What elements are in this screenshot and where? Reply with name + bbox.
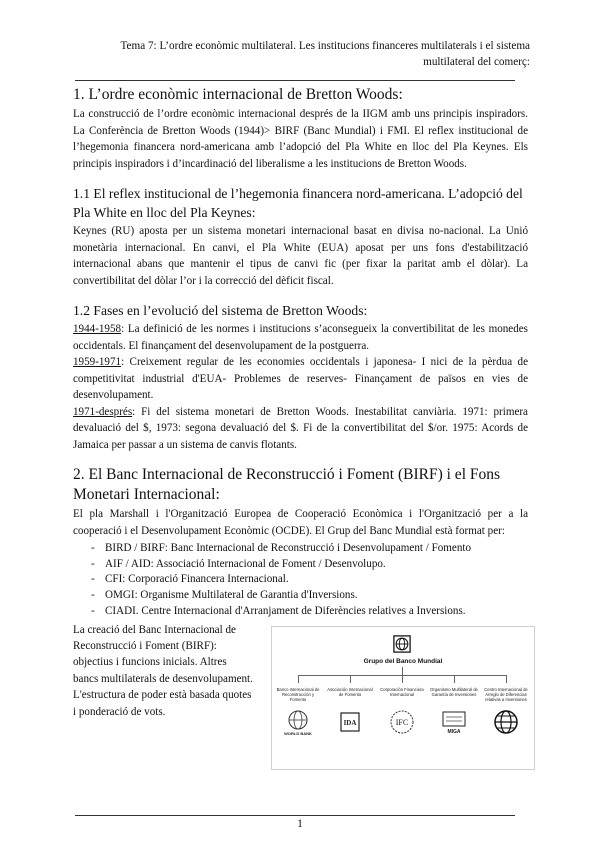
list-item: - CIADI. Centre Internacional d'Arranjament de Diferències relatives a Inversions.	[91, 604, 528, 620]
section-2-intro: El pla Marshall i l'Organització Europea de Cooperació Econòmica i l'Organització per a la cooperació i el Desenvolupament Econòmic (OCDE). El Grup del Banc Mundial està format per:	[73, 508, 528, 537]
ifc-logo-icon	[387, 707, 417, 737]
section-1-1-heading: 1.1 El reflex institucional de l’hegemonia financera nord-americana. L’adopció del Pla White en lloc del Pla Keynes:	[73, 186, 523, 220]
page-number: 1	[297, 818, 303, 830]
icsid-globe-icon	[491, 707, 521, 737]
section-1-1-paragraph: Keynes (RU) aposta per un sistema monetari internacional basat en divisa no-nacional. La Unió monetària internacional. En canvi, el Pla White (EUA) aposat per uns fons d'estabilització internacional abans que mantenir el tipus de canvi fic (per fixar la paritat amb el dòlar). La convertibilitat del dòlar l’or i la correcció del dèficit fiscal.	[73, 225, 528, 287]
phase-period-3: 1971-després	[73, 405, 133, 418]
running-header	[60, 38, 530, 70]
miga-logo-icon	[439, 707, 469, 737]
ida-logo-icon	[335, 707, 365, 737]
org-chart-node-ibrd	[274, 687, 322, 742]
org-chart-connector	[402, 667, 403, 675]
phase-text-3: : Fi del sistema monetari de Bretton Woods. Inestabilitat canviària. 1971: primera devaluació del $, 1973: segona devaluació del $. Fi de la convertibilitat del $/or. 1975: Acords de Jamaica per passar a un sistema de canvis flotants.	[73, 405, 528, 451]
org-chart-node-miga	[430, 687, 478, 742]
section-2-heading: 2. El Banc Internacional de Reconstrucció i Foment (BIRF) i el Fons Monetari Internacional:	[73, 466, 501, 503]
org-chart-connector	[454, 675, 455, 683]
org-chart-connector	[506, 675, 507, 683]
phase-paragraph-1	[73, 321, 528, 354]
document-body	[73, 85, 528, 772]
phase-period-1: 1944-1958	[73, 323, 122, 335]
org-chart-node-label: Organismo Multilateral de Garantía de Inversiones	[430, 686, 478, 697]
phase-period-2: 1959-1971	[73, 356, 122, 368]
org-chart-connector	[298, 675, 299, 683]
running-header-line-2: multilateral del comerç:	[423, 56, 530, 68]
org-chart-node-label: Asociación Internacional de Fomento	[327, 686, 373, 697]
world-bank-globe-icon	[393, 635, 411, 653]
miga-logo-text: MIGA	[447, 728, 461, 735]
bottom-row	[73, 622, 528, 772]
org-chart-title: Grupo del Banco Mundial	[363, 657, 443, 665]
world-bank-group-list	[73, 541, 528, 620]
running-header-line-1: Tema 7: L’ordre econòmic multilateral. Les institucions financeres multilaterals i el sistema	[120, 40, 530, 52]
org-chart-node-ida	[326, 687, 374, 742]
list-item: - OMGI: Organisme Multilateral de Garantia d'Inversions.	[91, 588, 528, 604]
ifc-logo-text: IFC	[395, 717, 409, 727]
phase-paragraph-2	[73, 354, 528, 404]
phase-text-1: : La definició de les normes i institucions s’aconsegueix la convertibilitat de les monedes occidentals. El finançament del desenvolupament de la postguerra.	[73, 323, 528, 352]
footer-rule	[75, 815, 515, 816]
phase-text-2: : Creixement regular de les economies occidentals i japonesa- I nici de la pèrdua de competitivitat industrial d'EUA- Problemes de reserves- Finançament de països en vies de desenvolupament.	[73, 356, 528, 401]
org-chart-connector	[402, 675, 403, 683]
phase-paragraph-3	[73, 404, 528, 454]
org-chart-node-ifc	[378, 687, 426, 742]
header-rule	[75, 80, 515, 81]
org-chart-node-label: Centro Internacional de Arreglo de Diferencias relativas a Inversiones	[484, 686, 528, 702]
org-chart-node-icsid	[482, 687, 530, 742]
section-1-heading: 1. L’ordre econòmic internacional de Bretton Woods:	[73, 86, 403, 103]
list-item: - AIF / AID: Associació Internacional de Foment / Desenvolupo.	[91, 557, 528, 573]
org-chart-node-label: Corporación Financiera Internacional	[380, 686, 424, 697]
ibrd-logo-text: WORLD BANK	[284, 730, 312, 736]
section-1-paragraph: La construcció de l’ordre econòmic internacional després de la IIGM amb uns principis inspiradors. La Conferència de Bretton Woods (1944)> BIRF (Banc Mundial) i FMI. El reflex institucional de l’hegemonia financera nord-americana amb l’adopció del Pla White en lloc del Pla Keynes. Els principis inspiradors i d’incardinació del liberalisme a les institucions de Bretton Woods.	[73, 108, 528, 170]
ida-logo-text: IDA	[343, 718, 357, 727]
list-item: - CFI: Corporació Financera Internacional.	[91, 572, 528, 588]
list-item: - BIRD / BIRF: Banc Internacional de Reconstrucció i Desenvolupament / Fomento	[91, 541, 528, 557]
org-chart-connector	[350, 675, 351, 683]
birf-side-text: La creació del Banc Internacional de Reconstrucció i Foment (BIRF): objectius i funcions inicials. Altres bancs multilaterals de desenvolupament. L'estructura de poder està basada quotes i ponderació de vots.	[73, 623, 253, 718]
org-chart-node-label: Banco Internacional de Reconstrucción y Fomento	[276, 686, 320, 702]
world-bank-group-org-chart	[271, 626, 535, 770]
section-1-2-heading: 1.2 Fases en l’evolució del sistema de Bretton Woods:	[73, 303, 368, 318]
ibrd-logo-icon	[283, 707, 313, 737]
